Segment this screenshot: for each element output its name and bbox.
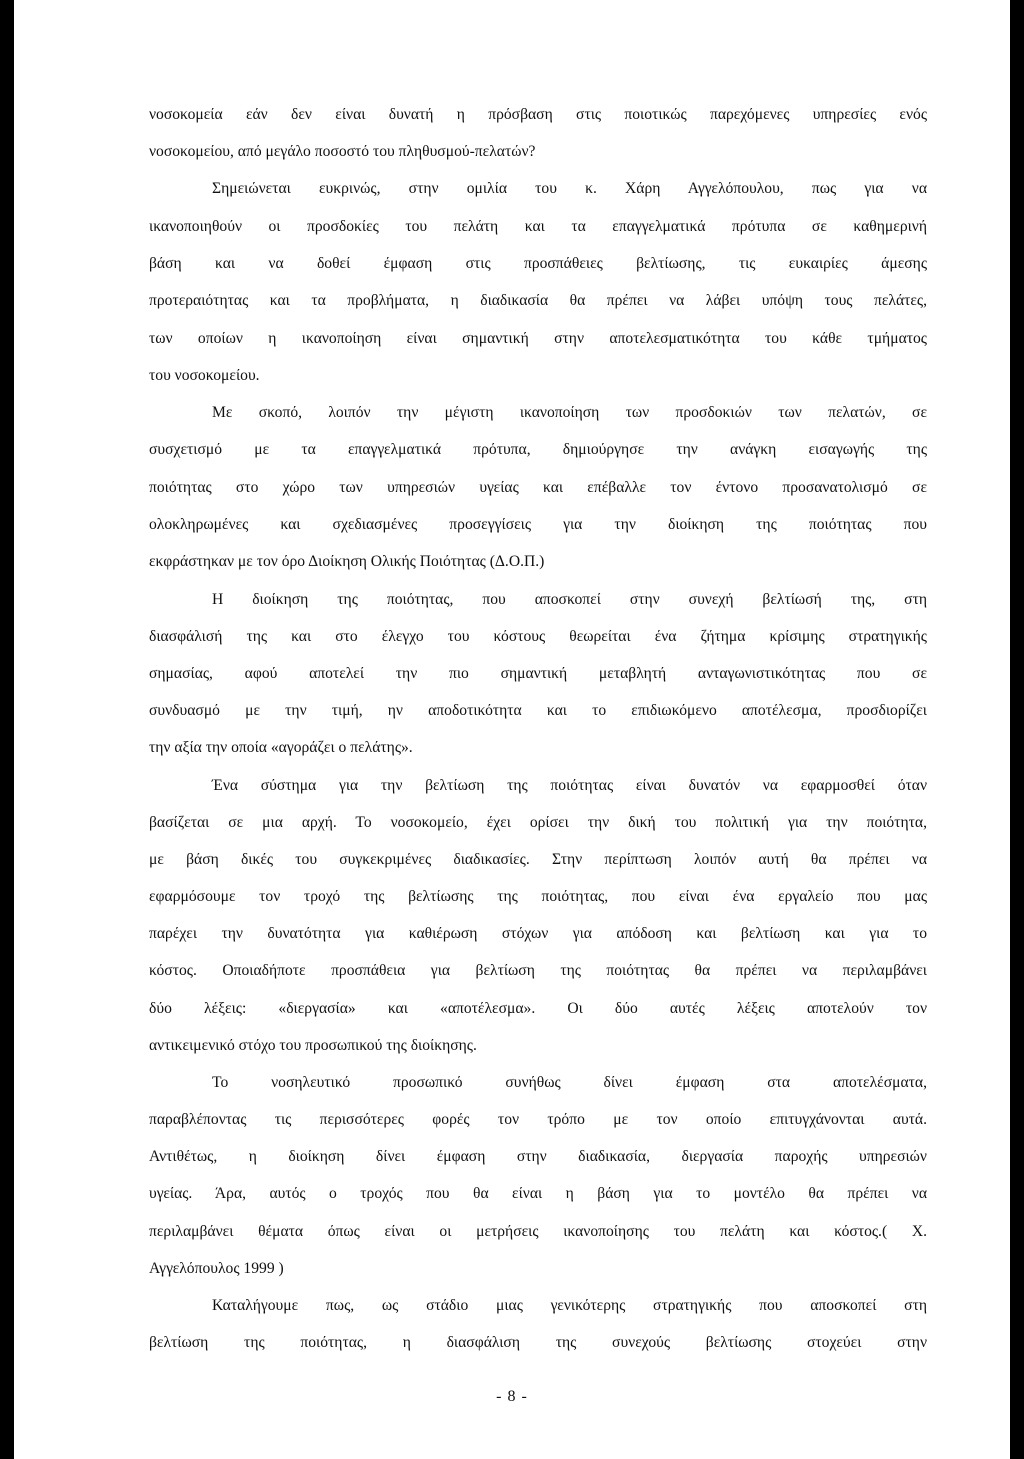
text-line: παραβλέποντας τις περισσότερες φορές τον τρόπο με τον οποίο επιτυγχάνονται αυτά.	[149, 1111, 927, 1128]
text-line: ποιότητας στο χώρο των υπηρεσιών υγείας και επέβαλλε τον έντονο προσανατολισμό σε	[149, 479, 927, 496]
text-line: βασίζεται σε μια αρχή. Το νοσοκομείο, έχει ορίσει την δική του πολιτική για την ποιότητα,	[149, 814, 927, 831]
text-line: δύο λέξεις: «διεργασία» και «αποτέλεσμα». Οι δύο αυτές λέξεις αποτελούν τον	[149, 1000, 927, 1017]
text-line: Καταλήγουμε πως, ως στάδιο μιας γενικότερης στρατηγικής που αποσκοπεί στη	[212, 1297, 927, 1314]
text-line: ικανοποιηθούν οι προσδοκίες του πελάτη και τα επαγγελματικά πρότυπα σε καθημερινή	[149, 218, 927, 235]
text-line: εκφράστηκαν με τον όρο Διοίκηση Ολικής Ποιότητας (Δ.Ο.Π.)	[149, 553, 545, 570]
text-line: εφαρμόσουμε τον τροχό της βελτίωσης της ποιότητας, που είναι ένα εργαλείο που μας	[149, 888, 927, 905]
text-line: συνδυασμό με την τιμή, ην αποδοτικότητα και το επιδιωκόμενο αποτέλεσμα, προσδιορίζει	[149, 702, 927, 719]
text-line: βάση και να δοθεί έμφαση στις προσπάθειες βελτίωσης, τις ευκαιρίες άμεσης	[149, 255, 927, 272]
text-line: του νοσοκομείου.	[149, 367, 260, 384]
text-line: Το νοσηλευτικό προσωπικό συνήθως δίνει έμφαση στα αποτελέσματα,	[212, 1074, 927, 1091]
document-sheet	[14, 0, 1010, 1459]
text-line: των οποίων η ικανοποίηση είναι σημαντική στην αποτελεσματικότητα του κάθε τμήματος	[149, 330, 927, 347]
text-line: υγείας. Άρα, αυτός ο τροχός που θα είναι η βάση για το μοντέλο θα πρέπει να	[149, 1185, 927, 1202]
text-line: Αγγελόπουλος 1999 )	[149, 1260, 284, 1277]
text-line: Σημειώνεται ευκρινώς, στην ομιλία του κ. Χάρη Αγγελόπουλου, πως για να	[212, 180, 927, 197]
text-line: Ένα σύστημα για την βελτίωση της ποιότητας είναι δυνατόν να εφαρμοσθεί όταν	[212, 777, 927, 794]
text-line: παρέχει την δυνατότητα για καθιέρωση στόχων για απόδοση και βελτίωση και για το	[149, 925, 927, 942]
text-line: νοσοκομείου, από μεγάλο ποσοστό του πληθυσμού-πελατών?	[149, 143, 536, 160]
text-line: ολοκληρωμένες και σχεδιασμένες προσεγγίσεις για την διοίκηση της ποιότητας που	[149, 516, 927, 533]
text-line: Με σκοπό, λοιπόν την μέγιστη ικανοποίηση των προσδοκιών των πελατών, σε	[212, 404, 927, 421]
text-line: Η διοίκηση της ποιότητας, που αποσκοπεί στην συνεχή βελτίωσή της, στη	[212, 591, 927, 608]
page-number: - 8 -	[496, 1388, 528, 1405]
text-line: την αξία την οποία «αγοράζει ο πελάτης».	[149, 739, 413, 756]
text-line: νοσοκομεία εάν δεν είναι δυνατή η πρόσβαση στις ποιοτικώς παρεχόμενες υπηρεσίες ενός	[149, 106, 927, 123]
text-line: Αντιθέτως, η διοίκηση δίνει έμφαση στην διαδικασία, διεργασία παροχής υπηρεσιών	[149, 1148, 927, 1165]
text-line: συσχετισμό με τα επαγγελματικά πρότυπα, δημιούργησε την ανάγκη εισαγωγής της	[149, 441, 927, 458]
text-line: προτεραιότητας και τα προβλήματα, η διαδικασία θα πρέπει να λάβει υπόψη τους πελάτες,	[149, 292, 927, 309]
text-line: αντικειμενικό στόχο του προσωπικού της διοίκησης.	[149, 1037, 477, 1054]
text-line: σημασίας, αφού αποτελεί την πιο σημαντική μεταβλητή ανταγωνιστικότητας που σε	[149, 665, 927, 682]
text-line: περιλαμβάνει θέματα όπως είναι οι μετρήσεις ικανοποίησης του πελάτη και κόστος.( Χ.	[149, 1223, 927, 1240]
text-line: διασφάλισή της και στο έλεγχο του κόστους θεωρείται ένα ζήτημα κρίσιμης στρατηγικής	[149, 628, 927, 645]
text-line: με βάση δικές του συγκεκριμένες διαδικασίες. Στην περίπτωση λοιπόν αυτή θα πρέπει να	[149, 851, 927, 868]
text-line: βελτίωση της ποιότητας, η διασφάλιση της συνεχούς βελτίωσης στοχεύει στην	[149, 1334, 927, 1351]
text-line: κόστος. Οποιαδήποτε προσπάθεια για βελτίωση της ποιότητας θα πρέπει να περιλαμβάνει	[149, 962, 927, 979]
